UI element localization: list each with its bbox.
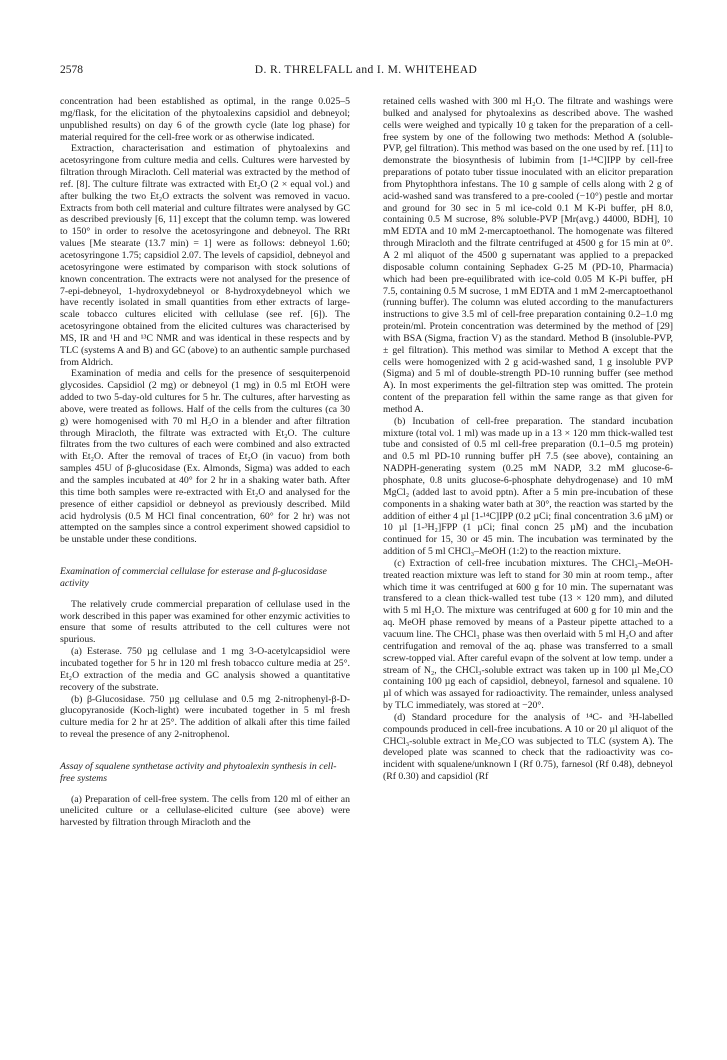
section-heading: Examination of commercial cellulase for esterase and β-glucosidase activity xyxy=(60,566,327,589)
paragraph: (a) Esterase. 750 µg cellulase and 1 mg 3-O-acetylcapsidiol were incubated together for 5 hr in 120 ml fresh tobacco culture media at 25°. Et₂O extraction of the media and GC analysis showed a quantitative recovery of the substrate. xyxy=(60,646,350,693)
running-title: D. R. THRELFALL and I. M. WHITEHEAD xyxy=(254,64,478,76)
section-heading: Assay of squalene synthetase activity and phytoalexin synthesis in cell-free systems xyxy=(60,760,337,784)
paragraph: The relatively crude commercial preparation of cellulase used in the work described in this paper was examined for other enzymic activities to ensure that some of results attributed to the cell cultures were not spurious. xyxy=(60,598,350,646)
paragraph: (a) Preparation of cell-free system. The cells from 120 ml of either an unelicited culture or a cellulase-elicited culture (see above) were harvested by filtration through Miracloth and the xyxy=(60,793,350,829)
page-number: 2578 xyxy=(60,64,83,76)
paragraph: (c) Extraction of cell-free incubation mixtures. The CHCl₃–MeOH-treated reaction mixture was left to stand for 30 min at room temp., after which time it was centrifuged at 600 g for 10 min. The supernatant was transfered to a clean thick-walled test tube (13 × 120 mm), and diluted with 5 ml H₂O. The mixture was centrifuged at 600 g for 10 min and the aq. MeOH phase removed by means of a Pasteur pipette attached to a vacuum line. The CHCl₃ phase was then overlaid with 5 ml H₂O and after centrifugation and removal of the aq. phase was transferred to a small screw-topped vial. After careful evapn of the solvent at low temp. under a stream of N₂, the CHCl₃-soluble extract was taken up in 100 µl Me₂CO containing 100 µg each of capsidiol, debneyol, farnesol and squalene. 10 µl of which was assayed for radioactivity. The remainder, unless analysed by TLC immediately, was stored at −20°. xyxy=(383,557,673,712)
paragraph: concentration had been established as optimal, in the range 0.025–5 mg/flask, for the elicitation of the phytoalexins capsidiol and debneyol; unpublished results) on day 6 of the growth cycle (late log phase) for material required for the cell-free work or as otherwise indicated. xyxy=(60,96,350,143)
left-column xyxy=(60,96,350,829)
paragraph: Examination of media and cells for the presence of sesquiterpenoid glycosides. Capsidiol (2 mg) or debneyol (1 mg) in 0.5 ml EtOH were added to two 5-day-old cultures for 5 hr. The cultures, after harvesting as above, were treated as follows. Half of the cells from the cultures (ca 30 g) were homogenised with 70 ml H₂O in a blender and after filtration through Miracloth, the filtrate was extracted with Et₂O. The culture filtrates from the two cultures of each were combined and also extracted with Et₂O. After the removal of traces of Et₂O (in vacuo) from both samples 45U of β-glucosidase (Ex. Almonds, Sigma) was added to each and the samples incubated at 40° for 2 hr in a shaking water bath. After this time both samples were re-extracted with Et₂O and analysed for the presence of either capsidiol or debneyol as previously described. Mild acid hydrolysis (0.5 M HCl final concentration, 60° for 2 hr) was not attempted on the samples since a control experiment showed capsidiol to be unstable under these conditions. xyxy=(60,368,350,546)
paragraph: Extraction, characterisation and estimation of phytoalexins and acetosyringone from culture media and cells. Cultures were harvested by filtration through Miracloth. Cell material was extracted by the method of ref. [8]. The culture filtrate was extracted with Et₂O (2 × equal vol.) and after bulking the two Et₂O extracts the solvent was removed in vacuo. Extracts from both cell material and culture filtrates were analysed by GC as described previously [6, 11] except that the column temp. was lowered to 150° in order to resolve the acetosyringone and debneyol. The RRt values [Me stearate (13.7 min) = 1] were as follows: debneyol 1.60; acetosyringone 1.75; capsidiol 2.07. The levels of capsidiol, debneyol and acetosyringone were estimated by comparison with stock solutions of known concentration. The extracts were not analysed for the presence of 7-epi-debneyol, 1-hydroxydebneyol or 8-hydroxydebneyol which we have recently isolated in small quantities from ether extracts of large-scale tobacco cultures elicited with cellulase (see ref. [6]). The acetosyringone obtained from the elicited cultures was characterised by MS, IR and ¹H and ¹³C NMR and was identical in these respects and by TLC (systems A and B) and GC (above) to an authentic sample purchased from Aldrich. xyxy=(60,143,350,368)
paragraph: retained cells washed with 300 ml H₂O. The filtrate and washings were bulked and analysed for phytoalexins as described above. The washed cells were weighed and typically 10 g taken for the preparation of a cell-free system by one of the following two methods: Method A (soluble-PVP, gel filtration). This method was based on the one used by ref. [11] to demonstrate the biosynthesis of lubimin from [1-¹⁴C]IPP by cell-free preparations of potato tuber tissue inoculated with an elicitor preparation from Phytophthora infestans. The 10 g sample of cells along with 2 g of acid-washed sand was transfered to a pre-cooled (−10°) pestle and mortar and ground for 30 sec in 5 ml ice-cold 0.1 M K-Pi buffer, pH 8.0, containing 0.5 M sucrose, 8% soluble-PVP [Mr(avg.) 44000, BDH], 10 mM EDTA and 10 mM 2-mercaptoethanol. The homogenate was filtered through Miracloth and the filtrate centrifuged at 4500 g for 15 min at 0°. A 2 ml aliquot of the 4500 g supernatant was applied to a prepacked disposable column containing Sephadex G-25 M (PD-10, Pharmacia) which had been pre-equilibrated with ice-cold 0.05 M K-Pi buffer, pH 7.5, containing 0.5 M sucrose, 1 mM EDTA and 1 mM 2-mercaptoethanol (running buffer). The column was eluted according to the manufacturers instructions to give 3.5 ml of cell-free preparation containing 0.2–1.0 mg protein/ml. Protein concentration was determined by the method of [29] with BSA (Sigma, fraction V) as the standard. Method B (insoluble-PVP, ± gel filtration). This method was similar to Method A except that the cells were homogenized with 2 g acid-washed sand, 1 g insoluble PVP (Sigma) and 5 ml of double-strength PD-10 running buffer (see method A). In most experiments the gel-filtration step was omitted. The protein content of the preparation fell within the same range as that given for method A. xyxy=(383,96,673,415)
paragraph: (b) Incubation of cell-free preparation. The standard incubation mixture (total vol. 1 ml) was made up in a 13 × 120 mm thick-walled test tube and consisted of 0.5 ml cell-free preparation (0.1–0.5 mg protein) and 0.5 ml PD-10 running buffer pH 7.5 (see above), containing an NADPH-generating system (0.25 mM NADP, 3.2 mM glucose-6-phosphate, 0.8 units glucose-6-phosphate dehydrogenase) and 10 mM MgCl₂ (added last to avoid pptn). After a 5 min pre-incubation of these components in a shaking water bath at 30°, the reaction was started by the addition of either 4 µl [1-¹⁴C]IPP (0.2 µCi; final concentration 3.6 µM) or 10 µl [1-³H₂]FPP (1 µCi; final concn 25 µM) and the incubation continued for 15, 30 or 45 min. The incubation was terminated by the addition of 5 ml CHCl₃–MeOH (1:2) to the reaction mixture. xyxy=(383,415,673,558)
right-column xyxy=(383,96,673,783)
paragraph: (b) β-Glucosidase. 750 µg cellulase and 0.5 mg 2-nitrophenyl-β-D-glucopyranoside (Koch-light) were incubated together in 5 ml fresh culture media for 2 hr at 25°. The addition of alkali after this time failed to reveal the presence of any 2-nitrophenol. xyxy=(60,693,350,741)
paragraph: (d) Standard procedure for the analysis of ¹⁴C- and ³H-labelled compounds produced in cell-free incubations. A 10 or 20 µl aliquot of the CHCl₃-soluble extract in Me₂CO was subjected to TLC (system A). The developed plate was scanned to check that the radioactivity was co-incident with squalene/unknown I (Rf 0.75), farnesol (Rf 0.48), debneyol (Rf 0.30) and capsidiol (Rf xyxy=(383,711,673,783)
page-header xyxy=(60,64,672,80)
